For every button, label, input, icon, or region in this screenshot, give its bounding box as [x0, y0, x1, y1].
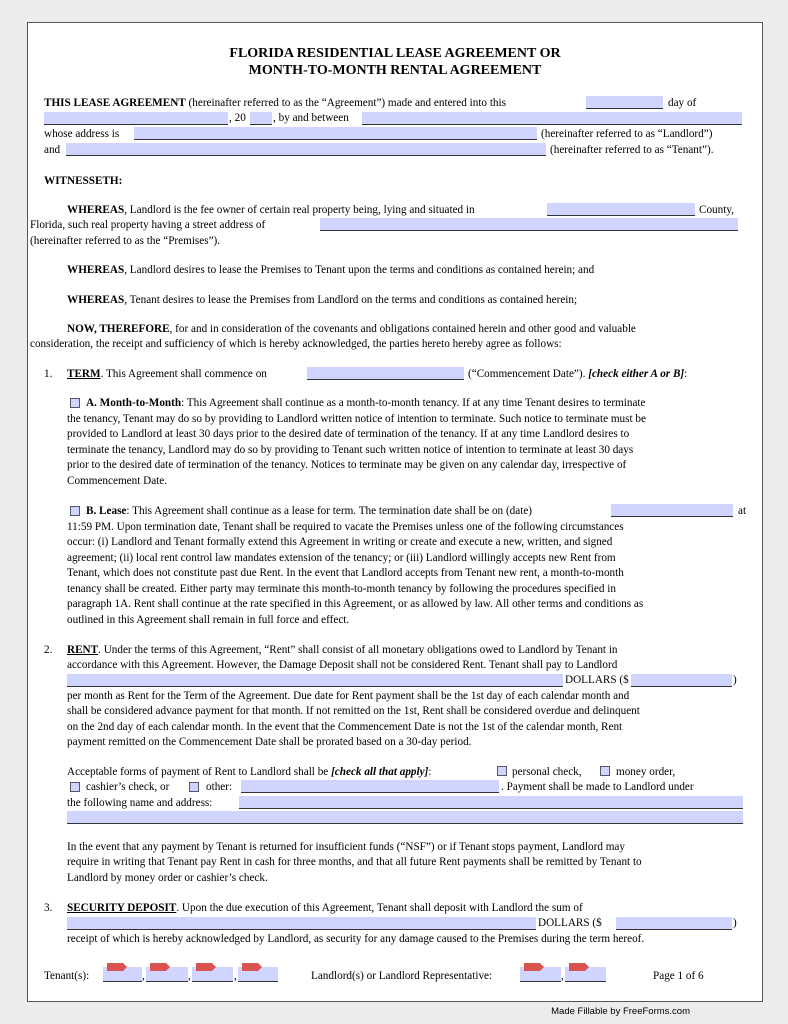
rent-amount-field[interactable] — [631, 674, 732, 687]
personal-check-label: personal check, — [512, 766, 582, 778]
termination-date-field[interactable] — [611, 504, 733, 517]
now-therefore-line-2: consideration, the receipt and sufficiency of which is hereby acknowledged, the parties hereto hereby agree as follows: — [30, 338, 562, 350]
payee-label: the following name and address: — [67, 797, 213, 809]
sign-tag-icon — [524, 963, 544, 971]
personal-check-checkbox[interactable] — [497, 766, 507, 776]
term-number: 1. — [44, 368, 53, 380]
other-payment-field[interactable] — [241, 780, 499, 793]
sign-tag-icon — [150, 963, 170, 971]
term-line: TERM. This Agreement shall commence on — [67, 368, 267, 380]
month-to-month-checkbox[interactable] — [70, 398, 80, 408]
option-b-line-3: occur: (i) Landlord and Tenant formally extend this Agreement in writing or create and execute a new, written, and signed — [67, 536, 613, 548]
option-b-line-5: Tenant, which does not constitute past due Rent. In the event that Landlord accepts from Tenant new rent, a month-to-month — [67, 567, 624, 579]
sign-tag-icon — [196, 963, 216, 971]
witnesseth-heading: WITNESSETH: — [44, 175, 123, 187]
rent-amount-words-field[interactable] — [67, 674, 563, 687]
whereas-2: WHEREAS, Landlord desires to lease the Premises to Tenant upon the terms and conditions as contained herein; and — [67, 264, 595, 276]
tenant-ref-label: (hereinafter referred to as “Tenant”). — [550, 144, 714, 156]
premises-address-field[interactable] — [320, 218, 738, 231]
title-line-2: MONTH-TO-MONTH RENTAL AGREEMENT — [248, 63, 542, 78]
commencement-date-field[interactable] — [307, 367, 464, 380]
landlord-initials-2[interactable] — [565, 967, 606, 982]
county-field[interactable] — [547, 203, 695, 216]
rent-line-3: per month as Rent for the Term of the Agreement. Due date for Rent payment shall be the 1st day of each calendar month and — [67, 690, 630, 702]
option-a-line-4: terminate the tenancy, Landlord may do so by providing to Tenant such written notice of intention to terminate at least 30 days — [67, 444, 634, 456]
rent-paren: ) — [733, 674, 737, 686]
rent-line-4: shall be considered advance payment for that month. If not remitted on the 1st, Rent shall be considered overdue and delinquent — [67, 705, 640, 717]
other-payment-label: other: — [206, 781, 233, 793]
rent-line-1: RENT. Under the terms of this Agreement, “Rent” shall consist of all monetary obligations owed to Landlord by Tenant in — [67, 644, 618, 656]
commencement-label: (“Commencement Date”). [check either A or B]: — [468, 368, 688, 380]
landlord-address-field[interactable] — [134, 127, 537, 140]
year-prefix-label: , 20 — [229, 112, 246, 124]
day-of-label: day of — [668, 97, 697, 109]
by-and-between-label: , by and between — [273, 112, 349, 124]
title-line-1: FLORIDA RESIDENTIAL LEASE AGREEMENT OR — [229, 46, 561, 61]
other-payment-checkbox[interactable] — [189, 782, 199, 792]
option-b-line-2: 11:59 PM. Upon termination date, Tenant shall be required to vacate the Premises unless one of the following circumstances — [67, 521, 624, 533]
option-a-line-6: Commencement Date. — [67, 475, 168, 487]
cashiers-check-label: cashier’s check, or — [86, 781, 170, 793]
agreement-day-field[interactable] — [586, 96, 663, 109]
deposit-amount-words-field[interactable] — [67, 917, 536, 930]
payee-address-field-2[interactable] — [67, 811, 743, 824]
deposit-paren: ) — [733, 917, 737, 929]
option-a-line-2: the tenancy, Tenant may do so by providing to Landlord written notice of intention to terminate. Such notice to terminate must be — [67, 413, 646, 425]
intro-line-1: THIS LEASE AGREEMENT (hereinafter referred to as the “Agreement”) made and entered into this — [44, 97, 506, 109]
tenants-initials-label: Tenant(s): — [44, 970, 90, 982]
option-a-line-3: provided to Landlord at least 30 days prior to the desired date of termination of the tenancy. If at any time Landlord desires to — [67, 428, 630, 440]
tenant-name-field[interactable] — [66, 143, 546, 156]
landlord-initials-sep: , — [561, 970, 564, 982]
sign-tag-icon — [107, 963, 127, 971]
option-b-line-1: B. Lease: This Agreement shall continue as a lease for term. The termination date shall be on (date) — [86, 505, 533, 517]
option-a-line-5: prior to the desired date of termination of the tenancy. Notices to terminate may be given on any calendar day, irrespective of — [67, 459, 627, 471]
landlord-initials-1[interactable] — [520, 967, 561, 982]
nsf-line-3: Landlord by money order or cashier’s check. — [67, 872, 268, 884]
option-b-line-6: tenancy shall be created. Either party may terminate this month-to-month tenancy by following the procedures specified in — [67, 583, 616, 595]
money-order-label: money order, — [616, 766, 676, 778]
security-line-1: SECURITY DEPOSIT. Upon the due execution of this Agreement, Tenant shall deposit with Landlord the sum of — [67, 902, 583, 914]
sign-tag-icon — [242, 963, 262, 971]
money-order-checkbox[interactable] — [600, 766, 610, 776]
tenant-initials-sep-3: , — [234, 970, 237, 982]
rent-dollars-label: DOLLARS ($ — [565, 674, 629, 686]
tenant-initials-3[interactable] — [192, 967, 233, 982]
at-label: at — [738, 505, 747, 517]
rent-number: 2. — [44, 644, 53, 656]
payment-under-label: . Payment shall be made to Landlord under — [501, 781, 694, 793]
rent-line-6: payment remitted on the Commencement Date shall be prorated based on a 30-day period. — [67, 736, 472, 748]
option-b-line-7: paragraph 1A. Rent shall continue at the rate specified in this Agreement, or as allowed by law. All other terms and conditions as — [67, 598, 644, 610]
security-number: 3. — [44, 902, 53, 914]
payee-name-address-field[interactable] — [239, 796, 743, 809]
rent-line-2: accordance with this Agreement. However, the Damage Deposit shall not be considered Rent. Tenant shall pay to Landlord — [67, 659, 618, 671]
payment-forms-line: Acceptable forms of payment of Rent to Landlord shall be [check all that apply]: — [67, 766, 432, 778]
whereas-3: WHEREAS, Tenant desires to lease the Premises from Landlord on the terms and conditions as contained herein; — [67, 294, 578, 306]
document-page — [27, 22, 763, 1002]
landlord-name-field[interactable] — [362, 112, 742, 125]
agreement-year-field[interactable] — [250, 112, 272, 125]
deposit-amount-field[interactable] — [616, 917, 732, 930]
security-line-2: receipt of which is hereby acknowledged by Landlord, as security for any damage caused to the Premises during the term hereof. — [67, 933, 645, 945]
page-number: Page 1 of 6 — [653, 970, 704, 982]
nsf-line-1: In the event that any payment by Tenant is returned for insufficient funds (“NSF”) or if Tenant stops payment, Landlord may — [67, 841, 625, 853]
landlord-initials-label: Landlord(s) or Landlord Representative: — [311, 970, 493, 982]
whereas-1-line-2: Florida, such real property having a street address of — [30, 219, 266, 231]
tenant-initials-1[interactable] — [103, 967, 142, 982]
landlord-ref-label: (hereinafter referred to as “Landlord”) — [541, 128, 713, 140]
whose-address-label: whose address is — [44, 128, 120, 140]
whereas-1-line-1: WHEREAS, Landlord is the fee owner of certain real property being, lying and situated in — [67, 204, 475, 216]
deposit-dollars-label: DOLLARS ($ — [538, 917, 602, 929]
tenant-initials-2[interactable] — [146, 967, 188, 982]
tenant-initials-sep-1: , — [142, 970, 145, 982]
tenant-initials-4[interactable] — [238, 967, 278, 982]
rent-line-5: on the 2nd day of each calendar month. In the event that the Commencement Date is not the 1st of the calendar month, Rent — [67, 721, 623, 733]
and-label: and — [44, 144, 61, 156]
whereas-1-line-3: (hereinafter referred to as the “Premises”). — [30, 235, 221, 247]
now-therefore-line-1: NOW, THEREFORE, for and in consideration of the covenants and obligations contained herein and other good and valuable — [67, 323, 636, 335]
tenant-initials-sep-2: , — [188, 970, 191, 982]
intro-heading: THIS LEASE AGREEMENT — [44, 97, 186, 109]
county-label: County, — [699, 204, 735, 216]
option-b-line-8: outlined in this Agreement shall remain in full force and effect. — [67, 614, 350, 626]
cashiers-check-checkbox[interactable] — [70, 782, 80, 792]
option-b-line-4: agreement; (ii) local rent control law mandates extension of the tenancy; or (iii) Landlord willingly accepts new Rent from — [67, 552, 616, 564]
agreement-month-field[interactable] — [44, 112, 228, 125]
nsf-line-2: require in writing that Tenant pay Rent in cash for three months, and that all future Rent payments shall be remitted by Tenant to — [67, 856, 642, 868]
freeforms-brand: Made Fillable by FreeForms.com — [551, 1006, 690, 1017]
sign-tag-icon — [569, 963, 589, 971]
option-a-line-1: A. Month-to-Month: This Agreement shall continue as a month-to-month tenancy. If at any time Tenant desires to terminate — [86, 397, 646, 409]
lease-checkbox[interactable] — [70, 506, 80, 516]
